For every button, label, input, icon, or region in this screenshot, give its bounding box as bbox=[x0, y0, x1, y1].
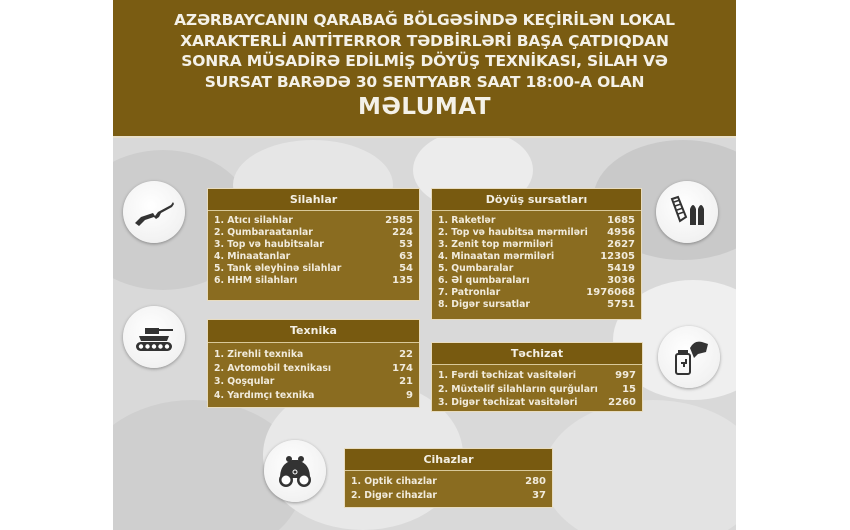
item-label: 1. Raketlər bbox=[438, 215, 496, 226]
item-label: 1. Optik cihazlar bbox=[351, 476, 437, 487]
section-title: Silahlar bbox=[208, 189, 419, 211]
item-value: 135 bbox=[392, 275, 413, 286]
item-label: 4. Minaatan mərmiləri bbox=[438, 251, 555, 262]
poster-header bbox=[113, 0, 736, 138]
camo-shape bbox=[543, 400, 736, 530]
item-label: 5. Qumbaralar bbox=[438, 263, 514, 274]
section-title: Texnika bbox=[208, 320, 419, 343]
list-item bbox=[214, 239, 413, 251]
list-item bbox=[438, 227, 635, 239]
section-texnika bbox=[207, 319, 420, 408]
item-label: 3. Digər təchizat vasitələri bbox=[438, 397, 578, 408]
header-title-line: SONRA MÜSADİRƏ EDİLMİŞ DÖYÜŞ TEXNİKASI, SİLAH VƏ bbox=[181, 52, 668, 70]
list-item bbox=[438, 383, 636, 397]
item-value: 22 bbox=[399, 349, 413, 360]
item-value: 1976068 bbox=[586, 287, 635, 298]
item-value: 174 bbox=[392, 362, 413, 374]
item-label: 2. Qumbaraatanlar bbox=[214, 227, 313, 238]
list-item bbox=[438, 287, 635, 299]
binoculars-icon bbox=[264, 440, 326, 502]
header-title-line: AZƏRBAYCANIN QARABAĞ BÖLGƏSİNDƏ KEÇİRİLƏN LOKAL bbox=[174, 11, 675, 29]
item-label: 4. Yardımçı texnika bbox=[214, 389, 315, 401]
list-item bbox=[438, 215, 635, 227]
item-label: 3. Qoşqular bbox=[214, 376, 275, 387]
item-value: 37 bbox=[532, 489, 546, 501]
list-item bbox=[214, 251, 413, 263]
section-techizat bbox=[431, 342, 643, 412]
list-item bbox=[214, 215, 413, 227]
header-title bbox=[113, 0, 736, 92]
list-item bbox=[438, 369, 636, 383]
section-title: Təchizat bbox=[432, 343, 642, 365]
item-label: 2. Top və haubitsa mərmiləri bbox=[438, 227, 588, 238]
list-item bbox=[438, 275, 635, 287]
infographic-poster bbox=[113, 0, 736, 530]
header-title-line: SURSAT BARƏDƏ 30 SENTYABR SAAT 18:00-A OLAN bbox=[204, 72, 645, 91]
list-item bbox=[438, 239, 635, 251]
item-value: 997 bbox=[615, 370, 636, 381]
list-item bbox=[214, 263, 413, 275]
item-value: 9 bbox=[406, 389, 413, 401]
section-title: Döyüş sursatları bbox=[432, 189, 641, 211]
rifle-icon bbox=[123, 181, 185, 243]
item-value: 5751 bbox=[607, 299, 635, 310]
item-label: 8. Digər sursatlar bbox=[438, 299, 530, 310]
item-value: 5419 bbox=[607, 263, 635, 274]
item-label: 1. Zirehli texnika bbox=[214, 349, 304, 360]
item-label: 2. Müxtəlif silahların qurğuları bbox=[438, 383, 598, 395]
list-item bbox=[438, 263, 635, 275]
list-item bbox=[438, 396, 636, 410]
list-item bbox=[214, 348, 413, 362]
section-sursatlar bbox=[431, 188, 642, 320]
item-label: 5. Tank əleyhinə silahlar bbox=[214, 263, 342, 274]
item-value: 63 bbox=[399, 251, 413, 262]
equipment-icon bbox=[658, 326, 720, 388]
section-silahlar bbox=[207, 188, 420, 301]
item-label: 3. Zenit top mərmiləri bbox=[438, 239, 554, 250]
item-value: 1685 bbox=[607, 215, 635, 226]
item-value: 224 bbox=[392, 227, 413, 238]
item-value: 3036 bbox=[607, 275, 635, 286]
item-label: 6. Əl qumbaraları bbox=[438, 275, 530, 286]
list-item bbox=[214, 227, 413, 239]
item-label: 4. Minaatanlar bbox=[214, 251, 291, 262]
list-item bbox=[438, 251, 635, 263]
item-value: 53 bbox=[399, 239, 413, 250]
list-item bbox=[438, 299, 635, 311]
item-value: 2260 bbox=[608, 397, 636, 408]
item-label: 1. Atıcı silahlar bbox=[214, 215, 293, 226]
item-value: 2585 bbox=[385, 215, 413, 226]
ammunition-icon bbox=[656, 181, 718, 243]
list-item bbox=[214, 389, 413, 403]
section-cihazlar bbox=[344, 448, 553, 508]
item-value: 54 bbox=[399, 263, 413, 274]
item-value: 21 bbox=[399, 376, 413, 387]
header-subtitle: MƏLUMAT bbox=[357, 94, 492, 120]
tank-icon bbox=[123, 306, 185, 368]
item-label: 6. HHM silahları bbox=[214, 275, 298, 286]
item-value: 2627 bbox=[607, 239, 635, 250]
item-value: 15 bbox=[622, 383, 636, 395]
item-value: 4956 bbox=[607, 227, 635, 238]
list-item bbox=[351, 489, 546, 503]
item-value: 280 bbox=[525, 476, 546, 487]
item-label: 3. Top və haubitsalar bbox=[214, 239, 324, 250]
list-item bbox=[214, 375, 413, 389]
item-label: 1. Fərdi təchizat vasitələri bbox=[438, 370, 577, 381]
section-title: Cihazlar bbox=[345, 449, 552, 471]
item-label: 7. Patronlar bbox=[438, 287, 501, 298]
list-item bbox=[351, 475, 546, 489]
item-label: 2. Digər cihazlar bbox=[351, 489, 437, 501]
list-item bbox=[214, 275, 413, 287]
item-label: 2. Avtomobil texnikası bbox=[214, 362, 332, 374]
list-item bbox=[214, 362, 413, 376]
item-value: 12305 bbox=[600, 251, 635, 262]
header-title-line: XARAKTERLİ ANTİTERROR TƏDBİRLƏRİ BAŞA ÇATDIQDAN bbox=[180, 31, 669, 50]
